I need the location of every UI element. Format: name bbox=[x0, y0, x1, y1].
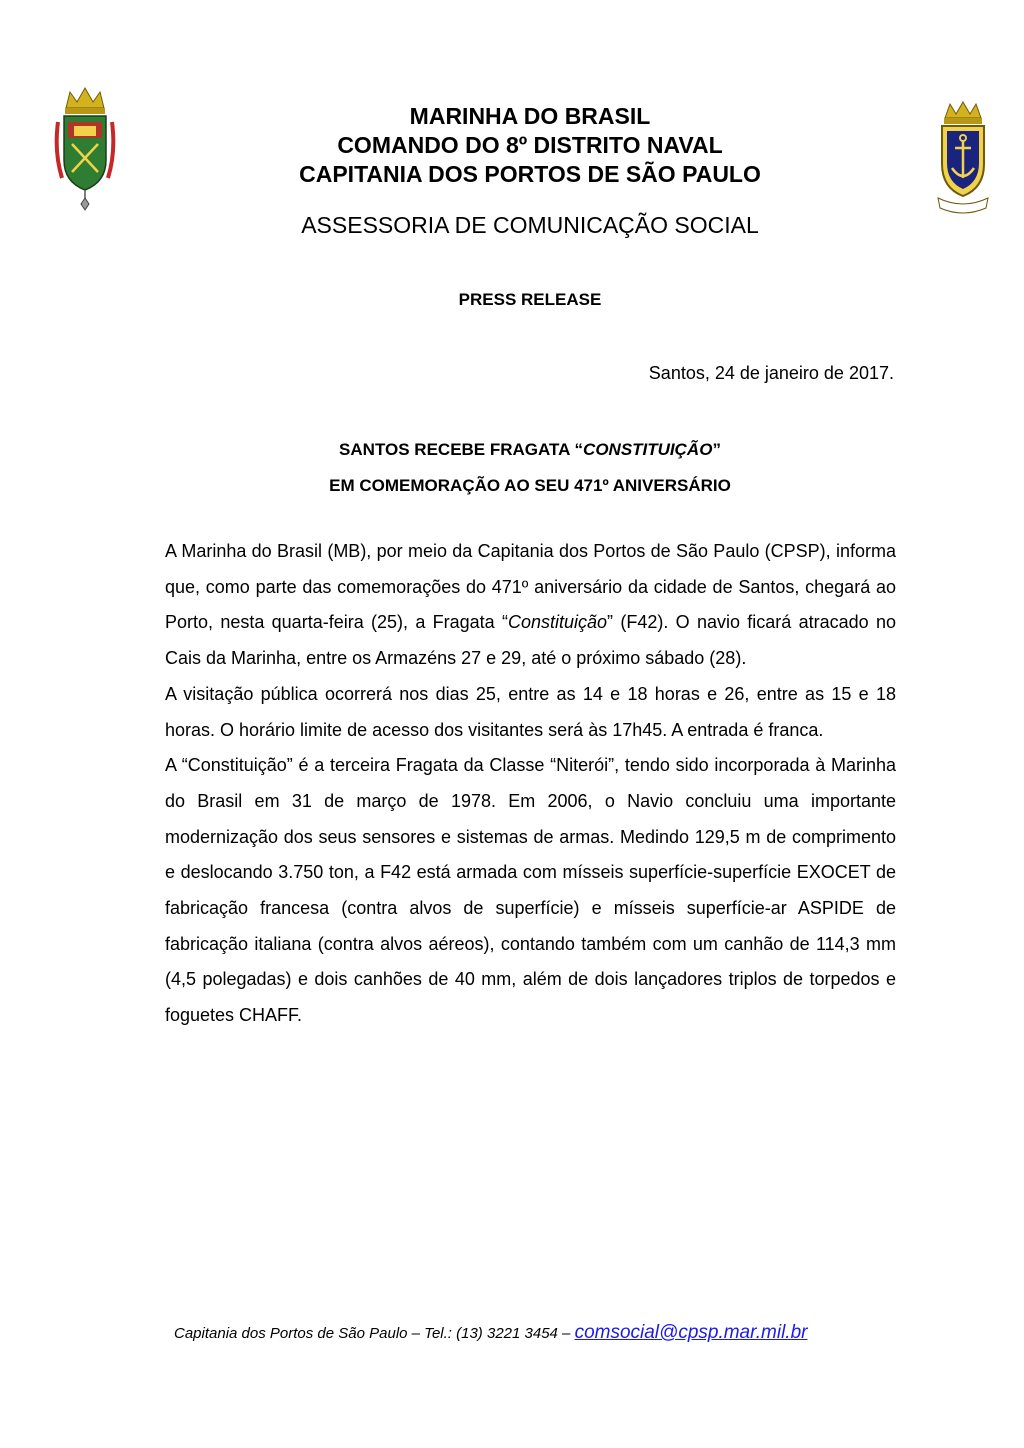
paragraph-arrival-part1: A Marinha do Brasil (MB), por meio da Capitania dos Portos de São Paulo (CPSP), informa que, como parte das comemorações do 471º aniversário da cidade de Santos, chegará ao Porto, nesta quarta-feira (25), a Fragata “ bbox=[165, 541, 896, 633]
footer-email-link[interactable]: comsocial@cpsp.mar.mil.br bbox=[574, 1322, 808, 1343]
header-line-captaincy: CAPITANIA DOS PORTOS DE SÃO PAULO bbox=[299, 161, 761, 187]
paragraph-arrival bbox=[165, 534, 896, 677]
institution-header bbox=[0, 102, 1024, 189]
headline-ship-name: CONSTITUIÇÃO bbox=[583, 440, 713, 459]
press-release-label: PRESS RELEASE bbox=[458, 290, 602, 309]
article-body bbox=[165, 534, 896, 1034]
footer-contact bbox=[174, 1322, 807, 1344]
headline-suffix: ” bbox=[712, 440, 721, 459]
footer-text: Capitania dos Portos de São Paulo – Tel.: (13) 3221 3454 – bbox=[174, 1325, 575, 1342]
headline bbox=[0, 432, 1024, 504]
header-line-district: COMANDO DO 8º DISTRITO NAVAL bbox=[337, 132, 723, 158]
headline-prefix: SANTOS RECEBE FRAGATA “ bbox=[339, 440, 584, 459]
paragraph-ship-details: A “Constituição” é a terceira Fragata da Classe “Niterói”, tendo sido incorporada à Marinha do Brasil em 31 de março de 1978. Em 2006, o Navio concluiu uma importante modernização dos seus sensores e sistemas de armas. Medindo 129,5 m de comprimento e deslocando 3.750 ton, a F42 está armada com mísseis superfície-superfície EXOCET de fabricação francesa (contra alvos de superfície) e mísseis superfície-ar ASPIDE de fabricação italiana (contra alvos aéreos), contando também com um canhão de 114,3 mm (4,5 polegadas) e dois canhões de 40 mm, além de dois lançadores triplos de torpedos e foguetes CHAFF. bbox=[165, 755, 896, 1026]
paragraph-arrival-ship-name: Constituição bbox=[507, 612, 608, 633]
headline-line-2: EM COMEMORAÇÃO AO SEU 471º ANIVERSÁRIO bbox=[329, 476, 731, 495]
paragraph-arrival-part2: ” (F42). O navio ficará atracado no Cais da Marinha, entre os Armazéns 27 e 29, até o próximo sábado (28). bbox=[165, 612, 896, 669]
header-line-navy: MARINHA DO BRASIL bbox=[409, 103, 651, 129]
headline-line-1 bbox=[0, 432, 1024, 468]
department-subtitle: ASSESSORIA DE COMUNICAÇÃO SOCIAL bbox=[301, 212, 759, 238]
release-date: Santos, 24 de janeiro de 2017. bbox=[648, 363, 894, 383]
paragraph-visitation: A visitação pública ocorrerá nos dias 25, entre as 14 e 18 horas e 26, entre as 15 e 18 horas. O horário limite de acesso dos visitantes será às 17h45. A entrada é franca. bbox=[165, 683, 896, 740]
